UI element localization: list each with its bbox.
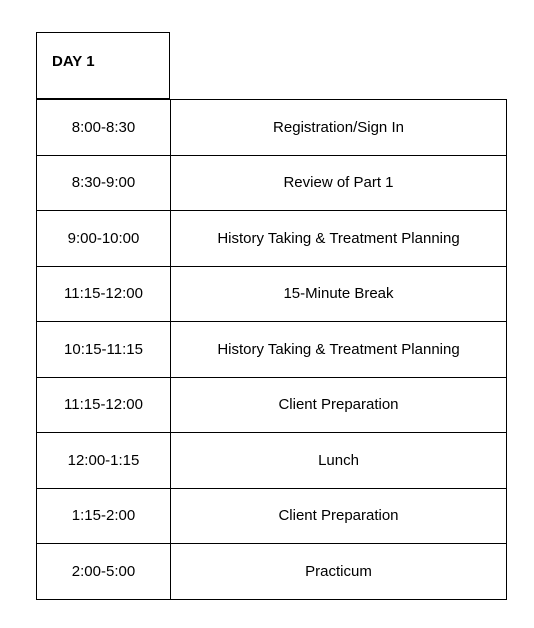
- time-cell: 11:15-12:00: [37, 377, 171, 433]
- activity-cell: History Taking & Treatment Planning: [171, 322, 507, 378]
- table-row: [37, 266, 507, 322]
- table-row: [37, 488, 507, 544]
- activity-cell: Client Preparation: [171, 377, 507, 433]
- activity-cell: Lunch: [171, 433, 507, 489]
- activity-cell: 15-Minute Break: [171, 266, 507, 322]
- activity-cell: Practicum: [171, 544, 507, 600]
- time-cell: 2:00-5:00: [37, 544, 171, 600]
- table-row: [37, 322, 507, 378]
- time-cell: 11:15-12:00: [37, 266, 171, 322]
- table-row: [37, 377, 507, 433]
- schedule-rows: [36, 99, 507, 600]
- time-cell: 1:15-2:00: [37, 488, 171, 544]
- time-cell: 8:00-8:30: [37, 100, 171, 156]
- time-cell: 9:00-10:00: [37, 211, 171, 267]
- activity-cell: Review of Part 1: [171, 155, 507, 211]
- time-cell: 10:15-11:15: [37, 322, 171, 378]
- table-row: [37, 155, 507, 211]
- activity-cell: Registration/Sign In: [171, 100, 507, 156]
- activity-cell: Client Preparation: [171, 488, 507, 544]
- table-row: [37, 544, 507, 600]
- time-cell: 12:00-1:15: [37, 433, 171, 489]
- day-header: DAY 1: [36, 32, 170, 99]
- activity-cell: History Taking & Treatment Planning: [171, 211, 507, 267]
- table-row: [37, 100, 507, 156]
- time-cell: 8:30-9:00: [37, 155, 171, 211]
- table-row: [37, 433, 507, 489]
- table-row: [37, 211, 507, 267]
